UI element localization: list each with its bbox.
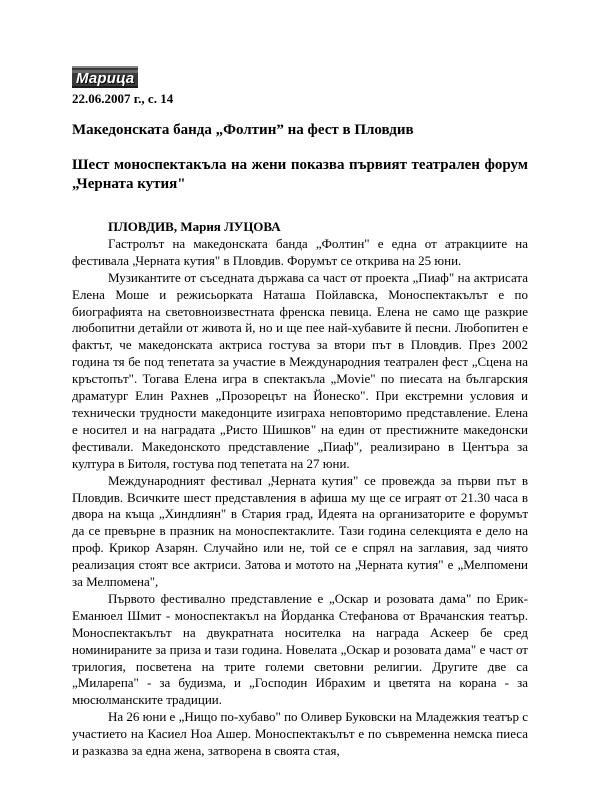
article-body [72,219,528,760]
article-subtitle: Шест моноспектакъла на жени показва първият театрален форум „Черната кутия" [72,157,528,192]
article-title: Македонската банда „Фолтин” на фест в Пловдив [72,122,414,138]
source-date-page: 22.06.2007 г., с. 14 [72,91,174,106]
article-paragraph: Международният фестивал „Черната кутия" се провежда за първи път в Пловдив. Всичките шест представления в афиша му ще се играят от 21.30 часа в двора на къща „Хиндлиян" в Стария град, Идеята на организаторите е форумът да се превърне в празник на моноспектаклите. Тази година селекцията е дело на проф. Крикор Азарян. Случайно или не, той се е спрял на заглавия, зад чиято реализация стоят все актриси. Затова и мотото на „Черната кутия" е „Мелпомени за Мелпомена", [72,472,528,590]
article-paragraph: Гастролът на македонската банда „Фолтин" е една от атракциите на фестивала „Черната кутия" в Пловдив. Форумът се открива на 25 юни. [72,235,528,268]
logo-text: Марица [76,70,135,87]
article-paragraph: На 26 юни е „Нищо по-хубаво" по Оливер Буковски на Младежкия театър с участието на Касиел Ноа Ашер. Моноспектакълът е по съвременна немска пиеса и разказва за една жена, затворена в своята стая, [72,709,528,759]
newspaper-logo [72,66,138,88]
article-paragraph: Първото фестивално представление е „Оскар и розовата дама" по Ерик-Еманюел Шмит - моноспектакъл на Йорданка Стефанова от Врачанския театър. Моноспектакълът на двукратната носителка на награда Аскеер бе сред номинираните за приза и тази година. Новелата „Оскар и розовата дама" е част от трилогия, посветена на трите големи световни религии. Другите две са „Миларепа" - за будизма, и „Господин Ибрахим и цветята на корана - за мюсюлманските традиции. [72,590,528,708]
article-byline: ПЛОВДИВ, Мария ЛУЦОВА [108,219,281,234]
article-paragraph: Музикантите от съседната държава са част от проекта „Пиаф" на актрисата Елена Моше и режисьорката Наташа Пойлавска, Моноспектакълът е по биографията на световноизвестната френска певица. Елена не само ще разкрие любопитни детайли от живота й, но и ще пее най-хубавите й песни. Любопитен е фактът, че македонската актриса гостува за втори път в Пловдив. През 2002 година тя бе под тепетата за участие в Международния театрален фест „Сцена на кръстопът". Тогава Елена игра в спектакъла „Movie" по пиесата на българския драматург Елин Рахнев „Прозорецът на Йонеско". При екстремни условия и технически трудности македонците изиграха неповторимо представление. Елена е носител и на наградата „Ристо Шишков" на един от престижните македонски фестивали. Македонското представление „Пиаф", реализирано в Центъра за култура в Битоля, гостува под тепетата на 27 юни. [72,269,528,471]
